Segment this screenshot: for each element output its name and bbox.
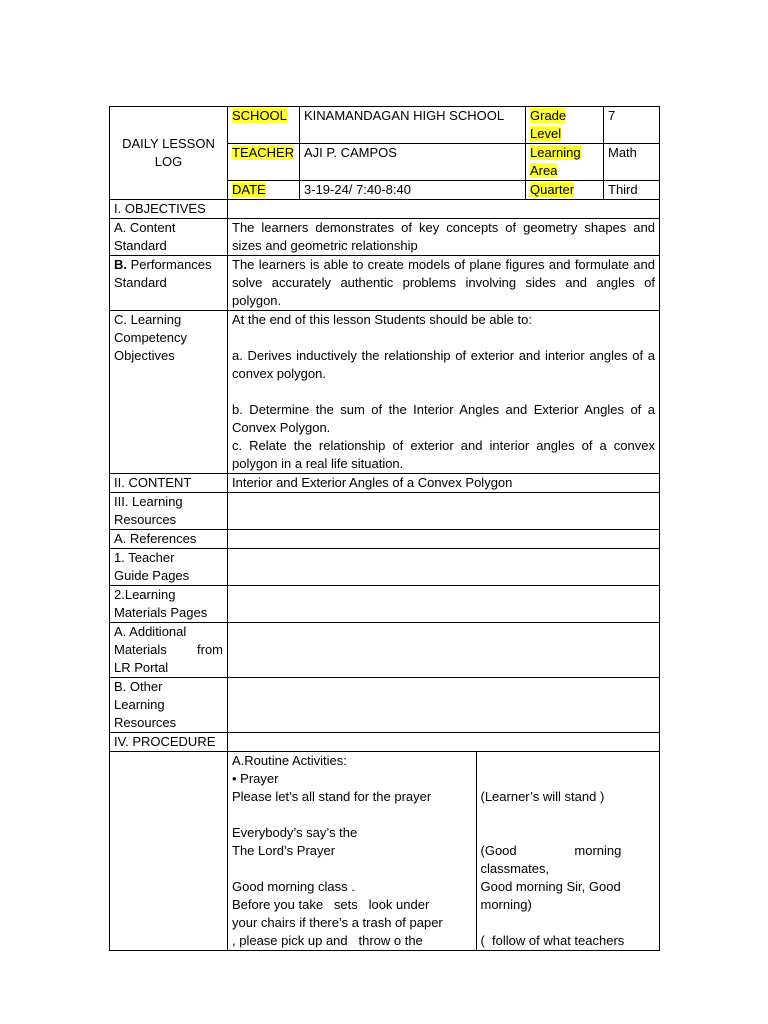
school-value: KINAMANDAGAN HIGH SCHOOL xyxy=(300,107,526,144)
references-empty xyxy=(228,530,660,549)
content-standard-text: The learners demonstrates of key concepts of geometry shapes and sizes and geometric relationship xyxy=(228,219,660,256)
performance-standard-label-2: Standard xyxy=(114,275,167,290)
learning-materials-label xyxy=(110,586,228,623)
competency-intro: At the end of this lesson Students should be able to: xyxy=(232,312,532,327)
teacher-line: Please let’s all stand for the prayer xyxy=(232,789,432,804)
other-resources-label-3: Resources xyxy=(114,715,177,730)
resources-empty xyxy=(228,493,660,530)
log-title xyxy=(110,107,228,200)
teacher-line: • Prayer xyxy=(232,771,279,786)
date-label: DATE xyxy=(232,182,266,197)
performance-standard-label xyxy=(110,256,228,311)
competency-b: b. Determine the sum of the Interior Angles and Exterior Angles of a Convex Polygon. xyxy=(232,402,655,435)
teacher-value: AJI P. CAMPOS xyxy=(300,144,526,181)
teacher-guide-label xyxy=(110,549,228,586)
procedure-left-empty xyxy=(110,752,228,951)
resources-heading xyxy=(110,493,228,530)
learner-line: classmates, xyxy=(480,861,550,876)
competency-text xyxy=(228,311,660,474)
competency-c: c. Relate the relationship of exterior and interior angles of a convex polygon in a real life situation. xyxy=(232,438,655,471)
additional-materials-label-2 xyxy=(114,641,223,659)
area-label-cell xyxy=(526,144,604,181)
school-label: SCHOOL xyxy=(232,108,287,123)
additional-materials-label xyxy=(110,623,228,678)
lesson-log-page xyxy=(109,106,659,951)
objectives-empty xyxy=(228,200,660,219)
teacher-line: your chairs if there’s a trash of paper xyxy=(232,915,443,930)
competency-label-2: Competency xyxy=(114,330,187,345)
content-standard-label xyxy=(110,219,228,256)
learner-line: ( follow of what teachers xyxy=(480,933,625,948)
procedure-heading-empty xyxy=(228,733,660,752)
competency-a: a. Derives inductively the relationship of exterior and interior angles of a convex polygon. xyxy=(232,348,655,381)
procedure-body xyxy=(228,752,660,951)
resources-heading-1: III. Learning xyxy=(114,494,183,509)
competency-label-3: Objectives xyxy=(114,348,175,363)
performance-standard-text: The learners is able to create models of plane figures and formulate and solve accurately authentic problems involving sides and angles of polygon. xyxy=(228,256,660,311)
teacher-line: A.Routine Activities: xyxy=(232,753,347,768)
performance-word: Performances xyxy=(127,257,212,272)
content-text: Interior and Exterior Angles of a Convex Polygon xyxy=(228,474,660,493)
learner-line xyxy=(481,806,656,824)
learner-line xyxy=(481,914,656,932)
spacer xyxy=(232,329,655,347)
log-title-line2: LOG xyxy=(154,154,183,169)
objectives-heading: I. OBJECTIVES xyxy=(110,200,228,219)
grade-label-1: Grade xyxy=(530,108,567,123)
additional-materials-label-1: A. Additional xyxy=(114,624,187,639)
procedure-heading: IV. PROCEDURE xyxy=(110,733,228,752)
area-value: Math xyxy=(604,144,660,181)
teacher-line: Good morning class . xyxy=(232,879,355,894)
additional-materials-label-3: LR Portal xyxy=(114,660,169,675)
quarter-label: Quarter xyxy=(530,182,575,197)
learner-activity-column xyxy=(476,752,659,950)
quarter-label-cell xyxy=(526,181,604,200)
other-resources-label-2: Learning xyxy=(114,697,165,712)
learner-line xyxy=(481,752,656,770)
learner-line: morning) xyxy=(480,897,532,912)
learning-materials-label-2: Materials Pages xyxy=(114,605,208,620)
additional-materials-word: Materials xyxy=(114,642,167,657)
school-label-cell xyxy=(228,107,300,144)
learner-line xyxy=(481,770,656,788)
learner-line xyxy=(481,824,656,842)
competency-label-1: C. Learning xyxy=(114,312,182,327)
teacher-line: , please pick up and throw o the xyxy=(232,933,423,948)
other-resources-empty xyxy=(228,678,660,733)
grade-label-cell xyxy=(526,107,604,144)
content-standard-label-2: Standard xyxy=(114,238,167,253)
teacher-activity-column xyxy=(228,752,476,950)
area-label-2: Area xyxy=(530,163,558,178)
teacher-label-cell xyxy=(228,144,300,181)
content-standard-label-1: A. Content xyxy=(114,220,176,235)
teacher-guide-label-2: Guide Pages xyxy=(114,568,190,583)
spacer xyxy=(232,383,655,401)
teacher-guide-label-1: 1. Teacher xyxy=(114,550,175,565)
learner-line: (Learner’s will stand ) xyxy=(480,789,605,804)
teacher-line: Before you take sets look under xyxy=(232,897,430,912)
additional-materials-empty xyxy=(228,623,660,678)
quarter-value: Third xyxy=(604,181,660,200)
date-value: 3-19-24/ 7:40-8:40 xyxy=(300,181,526,200)
learning-materials-empty xyxy=(228,586,660,623)
performance-letter: B. xyxy=(114,257,127,272)
learning-materials-label-1: 2.Learning xyxy=(114,587,176,602)
learner-line: (Good morning xyxy=(480,843,622,858)
teacher-line: Everybody’s say’s the xyxy=(232,825,358,840)
performance-standard-label-1 xyxy=(114,256,223,274)
other-resources-label-1: B. Other xyxy=(114,679,163,694)
area-label-1: Learning xyxy=(530,145,581,160)
additional-from-word: from xyxy=(197,642,223,657)
grade-label-2: Level xyxy=(530,126,562,141)
competency-label xyxy=(110,311,228,474)
grade-value: 7 xyxy=(604,107,660,144)
content-heading: II. CONTENT xyxy=(110,474,228,493)
learner-line: Good morning Sir, Good xyxy=(480,879,621,894)
procedure-inner-table xyxy=(228,752,659,950)
log-title-line1: DAILY LESSON xyxy=(122,136,215,151)
date-label-cell xyxy=(228,181,300,200)
resources-heading-2: Resources xyxy=(114,512,177,527)
teacher-line xyxy=(232,860,472,878)
teacher-guide-empty xyxy=(228,549,660,586)
teacher-line: The Lord’s Prayer xyxy=(232,843,336,858)
teacher-line xyxy=(232,806,472,824)
other-resources-label xyxy=(110,678,228,733)
references-label: A. References xyxy=(110,530,228,549)
lesson-log-table xyxy=(109,106,660,951)
teacher-label: TEACHER xyxy=(232,145,295,160)
